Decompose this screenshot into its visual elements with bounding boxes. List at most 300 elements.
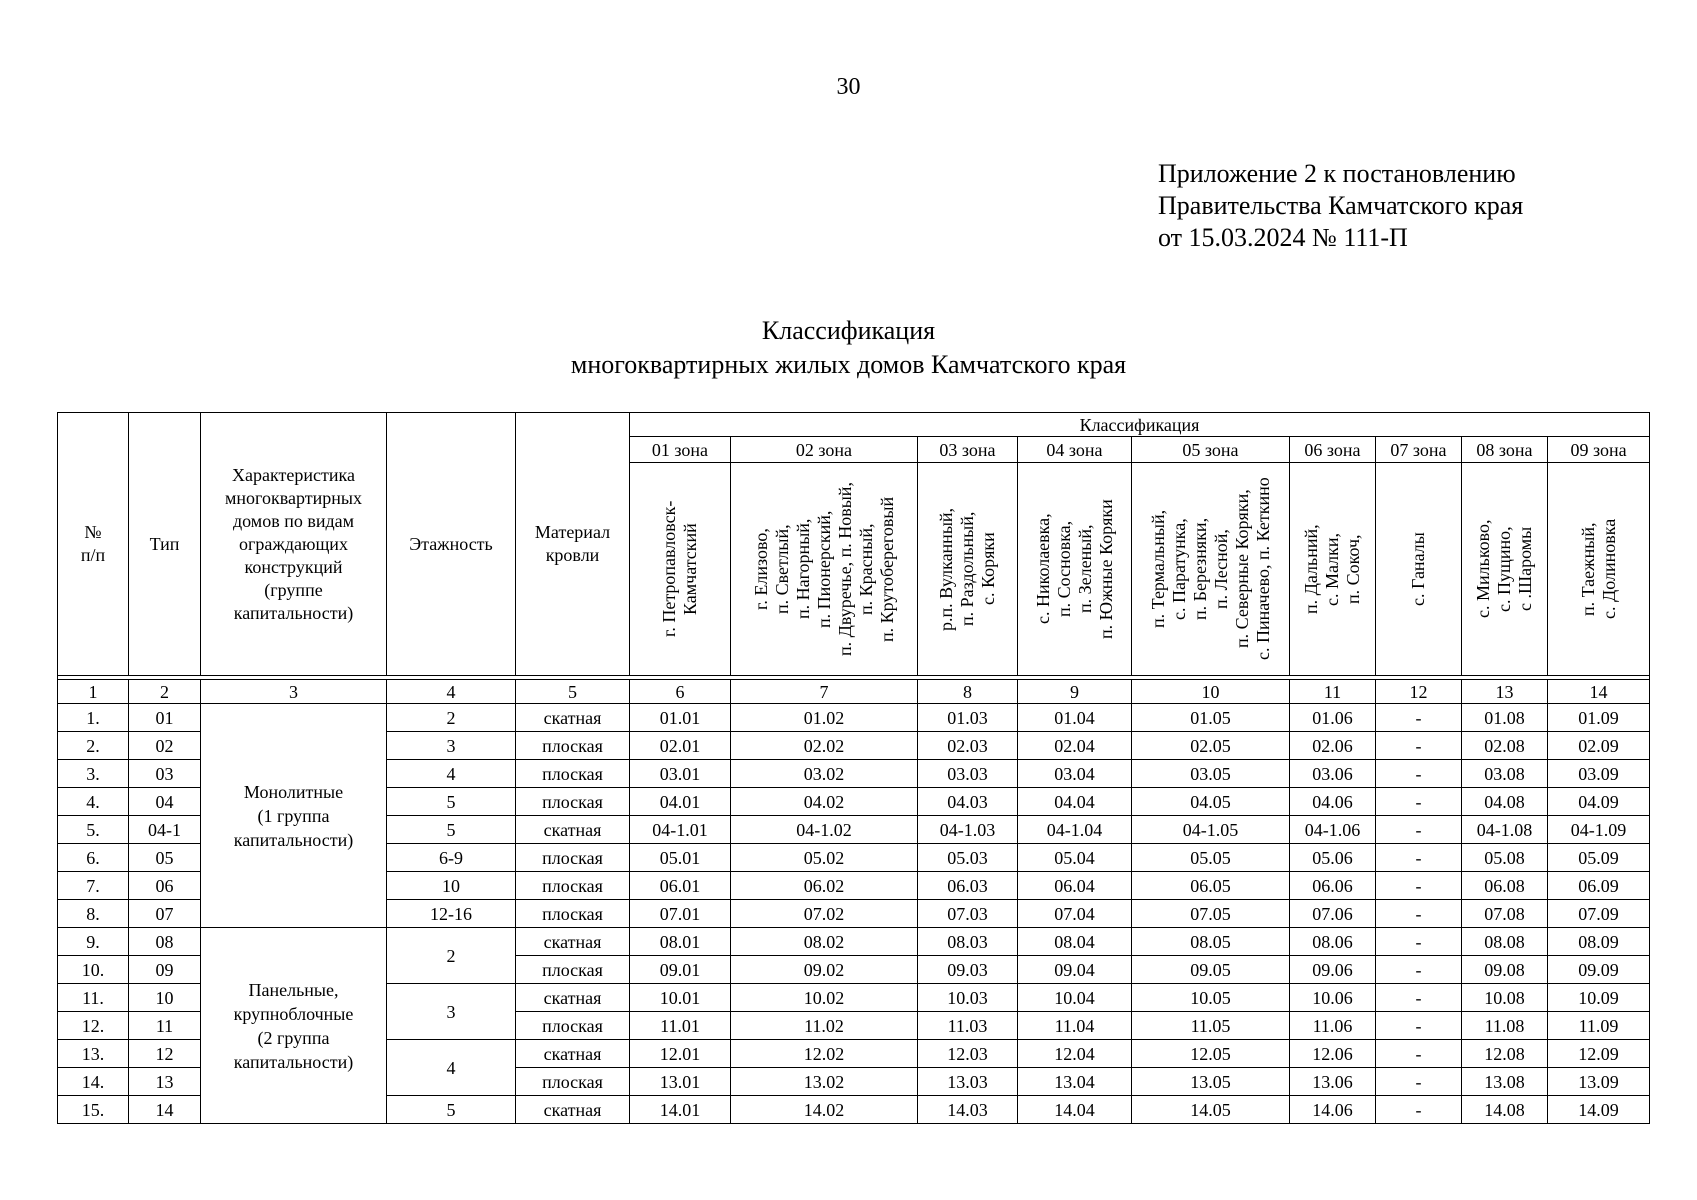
row-code: 04.09 — [1548, 788, 1650, 816]
group-line: капитальности) — [233, 829, 354, 850]
row-code: 08.05 — [1132, 928, 1290, 956]
row-code: - — [1376, 1040, 1462, 1068]
settlement-line: с. Паратунка, — [1168, 518, 1189, 620]
row-type: 14 — [129, 1096, 201, 1124]
row-code: 13.03 — [918, 1068, 1018, 1096]
row-code: 14.04 — [1018, 1096, 1132, 1124]
header-floors: Этажность — [387, 413, 516, 676]
row-code: 09.08 — [1462, 956, 1548, 984]
row-code: 10.09 — [1548, 984, 1650, 1012]
row-code: - — [1376, 704, 1462, 732]
header-characteristic-line: домов по видам — [232, 510, 354, 531]
settlement-line: с. Мильково, — [1473, 519, 1493, 619]
settlement-line: Камчатский — [680, 523, 700, 615]
settlement-text — [1408, 465, 1429, 673]
settlement-line: п. Зеленый, — [1074, 524, 1095, 614]
header-classification: Классификация — [630, 413, 1650, 437]
settlement-line: п. Термальный, — [1147, 509, 1168, 629]
row-code: 14.08 — [1462, 1096, 1548, 1124]
settlement-line: п. Раздольный, — [957, 511, 977, 627]
row-floors: 10 — [387, 872, 516, 900]
row-floors: 2 — [387, 928, 516, 984]
row-code: 07.05 — [1132, 900, 1290, 928]
column-number: 7 — [731, 680, 918, 704]
row-code: 10.03 — [918, 984, 1018, 1012]
row-code: - — [1376, 984, 1462, 1012]
row-code: - — [1376, 928, 1462, 956]
row-roof: плоская — [516, 732, 630, 760]
row-code: 08.04 — [1018, 928, 1132, 956]
settlement-line: п. Сокоч, — [1343, 534, 1363, 604]
row-roof: скатная — [516, 704, 630, 732]
row-code: 04-1.04 — [1018, 816, 1132, 844]
row-code: 10.01 — [630, 984, 731, 1012]
row-floors: 4 — [387, 1040, 516, 1096]
row-floors: 2 — [387, 704, 516, 732]
group-line: (1 группа — [257, 805, 330, 826]
settlement-line: п. Южные Коряки — [1095, 499, 1116, 639]
row-code: 03.03 — [918, 760, 1018, 788]
row-code: 06.04 — [1018, 872, 1132, 900]
column-number: 3 — [201, 680, 387, 704]
row-code: 04-1.09 — [1548, 816, 1650, 844]
row-floors: 6-9 — [387, 844, 516, 872]
settlement-header — [1018, 463, 1132, 676]
row-code: 07.03 — [918, 900, 1018, 928]
table-row — [58, 704, 1650, 732]
row-floors: 3 — [387, 732, 516, 760]
row-code: 03.06 — [1290, 760, 1376, 788]
row-roof: плоская — [516, 900, 630, 928]
row-roof: скатная — [516, 928, 630, 956]
row-code: 12.06 — [1290, 1040, 1376, 1068]
appendix-note — [1158, 158, 1523, 254]
settlement-text — [1473, 465, 1536, 673]
header-roof-line: Материал — [534, 522, 611, 542]
settlement-line: с. Пиначево, п. Кеткино — [1252, 477, 1273, 661]
row-code: 01.03 — [918, 704, 1018, 732]
group-line: крупноблочные — [233, 1003, 354, 1024]
row-code: 14.01 — [630, 1096, 731, 1124]
row-code: 03.02 — [731, 760, 918, 788]
row-code: - — [1376, 732, 1462, 760]
zone-header: 08 зона — [1462, 437, 1548, 463]
row-code: 05.05 — [1132, 844, 1290, 872]
row-code: 07.04 — [1018, 900, 1132, 928]
group-cell — [201, 928, 387, 1124]
header-characteristic — [201, 413, 387, 676]
row-code: 02.04 — [1018, 732, 1132, 760]
row-code: 02.08 — [1462, 732, 1548, 760]
row-number: 11. — [58, 984, 129, 1012]
settlement-header — [1462, 463, 1548, 676]
row-code: 02.09 — [1548, 732, 1650, 760]
row-code: 05.01 — [630, 844, 731, 872]
page-number: 30 — [836, 74, 861, 100]
row-code: 12.05 — [1132, 1040, 1290, 1068]
group-line: Монолитные — [243, 781, 344, 802]
row-roof: плоская — [516, 1012, 630, 1040]
column-number: 4 — [387, 680, 516, 704]
row-code: 07.01 — [630, 900, 731, 928]
row-type: 11 — [129, 1012, 201, 1040]
row-code: 06.06 — [1290, 872, 1376, 900]
row-code: 03.05 — [1132, 760, 1290, 788]
row-code: - — [1376, 1096, 1462, 1124]
row-code: 06.03 — [918, 872, 1018, 900]
appendix-line: Правительства Камчатского края — [1158, 191, 1524, 220]
row-number: 3. — [58, 760, 129, 788]
row-code: 10.05 — [1132, 984, 1290, 1012]
row-number: 2. — [58, 732, 129, 760]
column-number: 12 — [1376, 680, 1462, 704]
title-line: Классификация — [761, 316, 936, 345]
row-code: 03.08 — [1462, 760, 1548, 788]
settlement-header — [731, 463, 918, 676]
table-row — [58, 928, 1650, 956]
row-type: 12 — [129, 1040, 201, 1068]
zone-header: 07 зона — [1376, 437, 1462, 463]
row-code: 01.04 — [1018, 704, 1132, 732]
row-code: 02.06 — [1290, 732, 1376, 760]
row-code: 04.08 — [1462, 788, 1548, 816]
title-line: многоквартирных жилых домов Камчатского края — [570, 350, 1127, 379]
group-line: Панельные, — [248, 979, 339, 1000]
row-roof: плоская — [516, 788, 630, 816]
settlement-line: с. Николаевка, — [1032, 513, 1053, 625]
header-roof-line: кровли — [545, 545, 600, 565]
row-number: 7. — [58, 872, 129, 900]
classification-table — [57, 412, 1650, 1124]
group-line: капитальности) — [233, 1051, 354, 1072]
row-code: 12.03 — [918, 1040, 1018, 1068]
header-type: Тип — [129, 413, 201, 676]
column-number: 14 — [1548, 680, 1650, 704]
settlement-header — [1548, 463, 1650, 676]
row-code: 05.09 — [1548, 844, 1650, 872]
zone-header: 04 зона — [1018, 437, 1132, 463]
row-code: 14.03 — [918, 1096, 1018, 1124]
row-number: 14. — [58, 1068, 129, 1096]
row-code: 12.08 — [1462, 1040, 1548, 1068]
row-code: 11.01 — [630, 1012, 731, 1040]
row-code: 08.08 — [1462, 928, 1548, 956]
row-roof: плоская — [516, 760, 630, 788]
column-number: 5 — [516, 680, 630, 704]
group-line: (2 группа — [257, 1027, 330, 1048]
column-number: 11 — [1290, 680, 1376, 704]
row-code: 02.05 — [1132, 732, 1290, 760]
row-code: 14.02 — [731, 1096, 918, 1124]
header-characteristic-line: многоквартирных — [225, 487, 362, 508]
row-type: 07 — [129, 900, 201, 928]
row-floors: 5 — [387, 788, 516, 816]
row-code: 14.09 — [1548, 1096, 1650, 1124]
row-code: 01.01 — [630, 704, 731, 732]
settlement-header — [1376, 463, 1462, 676]
row-code: 04-1.03 — [918, 816, 1018, 844]
row-type: 10 — [129, 984, 201, 1012]
row-roof: плоская — [516, 1068, 630, 1096]
row-code: 04-1.06 — [1290, 816, 1376, 844]
row-roof: плоская — [516, 956, 630, 984]
row-code: 11.02 — [731, 1012, 918, 1040]
row-code: 05.02 — [731, 844, 918, 872]
row-code: 04-1.05 — [1132, 816, 1290, 844]
row-code: 09.06 — [1290, 956, 1376, 984]
header-characteristic-line: Характеристика — [232, 464, 355, 485]
row-code: 02.02 — [731, 732, 918, 760]
settlement-line: п. Крутобереговый — [876, 496, 897, 642]
row-roof: плоская — [516, 872, 630, 900]
row-code: 05.03 — [918, 844, 1018, 872]
row-code: 06.08 — [1462, 872, 1548, 900]
row-code: 03.09 — [1548, 760, 1650, 788]
settlement-line: п. Лесной, — [1210, 529, 1231, 609]
row-code: 11.03 — [918, 1012, 1018, 1040]
row-code: 03.04 — [1018, 760, 1132, 788]
row-type: 05 — [129, 844, 201, 872]
settlement-line: с. Пущино, — [1494, 526, 1514, 612]
settlement-header — [1132, 463, 1290, 676]
row-code: 07.06 — [1290, 900, 1376, 928]
row-code: - — [1376, 788, 1462, 816]
row-code: 10.06 — [1290, 984, 1376, 1012]
row-roof: плоская — [516, 844, 630, 872]
row-number: 10. — [58, 956, 129, 984]
row-type: 13 — [129, 1068, 201, 1096]
column-number: 2 — [129, 680, 201, 704]
row-type: 04-1 — [129, 816, 201, 844]
settlement-text — [936, 465, 999, 673]
row-type: 08 — [129, 928, 201, 956]
settlement-line: с. Долиновка — [1598, 518, 1619, 620]
column-number: 9 — [1018, 680, 1132, 704]
zone-header: 09 зона — [1548, 437, 1650, 463]
document-title — [0, 314, 1697, 382]
row-code: 10.04 — [1018, 984, 1132, 1012]
row-code: 01.08 — [1462, 704, 1548, 732]
settlement-line: п. Северные Коряки, — [1231, 489, 1252, 649]
row-floors: 5 — [387, 816, 516, 844]
zone-header: 03 зона — [918, 437, 1018, 463]
row-code: 13.05 — [1132, 1068, 1290, 1096]
settlement-line: с. Малки, — [1322, 532, 1342, 606]
row-code: 07.09 — [1548, 900, 1650, 928]
row-number: 6. — [58, 844, 129, 872]
row-number: 5. — [58, 816, 129, 844]
row-code: 01.02 — [731, 704, 918, 732]
header-roof — [516, 413, 630, 676]
settlement-line: с. Коряки — [978, 532, 998, 606]
row-code: 11.08 — [1462, 1012, 1548, 1040]
row-type: 02 — [129, 732, 201, 760]
row-code: 01.09 — [1548, 704, 1650, 732]
row-code: 11.05 — [1132, 1012, 1290, 1040]
row-type: 04 — [129, 788, 201, 816]
row-code: 09.01 — [630, 956, 731, 984]
row-code: 10.08 — [1462, 984, 1548, 1012]
header-characteristic-line: конструкций — [244, 556, 343, 577]
zone-header: 06 зона — [1290, 437, 1376, 463]
row-roof: скатная — [516, 816, 630, 844]
settlement-text — [1301, 465, 1364, 673]
row-code: 06.02 — [731, 872, 918, 900]
settlement-text — [1033, 465, 1117, 673]
row-code: 14.06 — [1290, 1096, 1376, 1124]
column-number: 1 — [58, 680, 129, 704]
column-number: 13 — [1462, 680, 1548, 704]
settlement-line: г. Петропавловск- — [659, 500, 679, 638]
row-code: 12.09 — [1548, 1040, 1650, 1068]
row-code: 04.03 — [918, 788, 1018, 816]
row-number: 13. — [58, 1040, 129, 1068]
row-number: 8. — [58, 900, 129, 928]
settlement-line: п. Двуречье, п. Новый, — [834, 482, 855, 656]
row-type: 09 — [129, 956, 201, 984]
settlement-line: п. Сосновка, — [1053, 520, 1074, 618]
row-code: 14.05 — [1132, 1096, 1290, 1124]
row-code: 01.05 — [1132, 704, 1290, 732]
header-characteristic-line: (группе — [264, 579, 323, 600]
row-floors: 3 — [387, 984, 516, 1040]
settlement-text — [1578, 465, 1620, 673]
row-code: 08.09 — [1548, 928, 1650, 956]
row-code: 08.02 — [731, 928, 918, 956]
row-code: 07.08 — [1462, 900, 1548, 928]
row-number: 9. — [58, 928, 129, 956]
row-code: - — [1376, 872, 1462, 900]
settlement-text — [659, 465, 701, 673]
appendix-line: Приложение 2 к постановлению — [1158, 159, 1516, 188]
row-code: - — [1376, 760, 1462, 788]
row-code: 01.06 — [1290, 704, 1376, 732]
header-characteristic-line: капитальности) — [233, 602, 354, 623]
row-code: 05.08 — [1462, 844, 1548, 872]
row-code: 09.05 — [1132, 956, 1290, 984]
settlement-header — [1290, 463, 1376, 676]
row-code: 08.03 — [918, 928, 1018, 956]
row-code: 13.08 — [1462, 1068, 1548, 1096]
settlement-text — [1148, 465, 1274, 673]
row-code: 04-1.02 — [731, 816, 918, 844]
row-code: 12.01 — [630, 1040, 731, 1068]
row-type: 01 — [129, 704, 201, 732]
zone-header: 05 зона — [1132, 437, 1290, 463]
row-code: 13.04 — [1018, 1068, 1132, 1096]
row-code: 04-1.01 — [630, 816, 731, 844]
row-code: 04.06 — [1290, 788, 1376, 816]
row-number: 15. — [58, 1096, 129, 1124]
settlement-text — [751, 465, 898, 673]
row-roof: скатная — [516, 984, 630, 1012]
row-code: - — [1376, 956, 1462, 984]
settlement-line: с .Шаромы — [1515, 526, 1535, 612]
row-code: 06.05 — [1132, 872, 1290, 900]
row-code: 02.03 — [918, 732, 1018, 760]
row-code: 03.01 — [630, 760, 731, 788]
row-code: 06.09 — [1548, 872, 1650, 900]
settlement-line: п. Таежный, — [1577, 522, 1598, 616]
row-code: 13.06 — [1290, 1068, 1376, 1096]
row-type: 03 — [129, 760, 201, 788]
row-number: 4. — [58, 788, 129, 816]
row-code: 09.03 — [918, 956, 1018, 984]
row-floors: 5 — [387, 1096, 516, 1124]
row-code: 09.04 — [1018, 956, 1132, 984]
row-code: 10.02 — [731, 984, 918, 1012]
row-code: 04.05 — [1132, 788, 1290, 816]
group-cell — [201, 704, 387, 928]
row-code: 12.02 — [731, 1040, 918, 1068]
header-num-line: № — [84, 522, 102, 542]
row-floors: 12-16 — [387, 900, 516, 928]
row-code: 12.04 — [1018, 1040, 1132, 1068]
header-characteristic-line: ограждающих — [239, 533, 348, 554]
row-code: - — [1376, 1068, 1462, 1096]
settlement-line: г. Елизово, — [750, 528, 771, 610]
settlement-header — [918, 463, 1018, 676]
settlement-line: р.п. Вулканный, — [936, 507, 956, 631]
row-code: - — [1376, 900, 1462, 928]
row-code: 11.06 — [1290, 1012, 1376, 1040]
row-code: 04.04 — [1018, 788, 1132, 816]
settlement-line: п. Пионерский, — [813, 510, 834, 628]
row-number: 12. — [58, 1012, 129, 1040]
row-code: 11.09 — [1548, 1012, 1650, 1040]
header-num — [58, 413, 129, 676]
row-code: 08.06 — [1290, 928, 1376, 956]
row-code: - — [1376, 816, 1462, 844]
settlement-line: п. Дальний, — [1301, 524, 1321, 614]
row-code: 09.02 — [731, 956, 918, 984]
row-roof: скатная — [516, 1040, 630, 1068]
row-code: 13.02 — [731, 1068, 918, 1096]
appendix-line: от 15.03.2024 № 111-П — [1158, 223, 1408, 252]
settlement-line: п. Нагорный, — [792, 518, 813, 620]
row-code: 05.06 — [1290, 844, 1376, 872]
row-code: 13.01 — [630, 1068, 731, 1096]
row-floors: 4 — [387, 760, 516, 788]
row-code: 07.02 — [731, 900, 918, 928]
row-type: 06 — [129, 872, 201, 900]
row-code: 05.04 — [1018, 844, 1132, 872]
zone-header: 01 зона — [630, 437, 731, 463]
settlement-line: п. Красный, — [855, 523, 876, 615]
column-number: 10 — [1132, 680, 1290, 704]
column-number: 8 — [918, 680, 1018, 704]
settlement-line: п. Светлый, — [771, 524, 792, 614]
settlement-header — [630, 463, 731, 676]
row-code: 04-1.08 — [1462, 816, 1548, 844]
row-code: 13.09 — [1548, 1068, 1650, 1096]
row-code: 06.01 — [630, 872, 731, 900]
settlement-line: п. Березняки, — [1189, 517, 1210, 621]
row-code: 11.04 — [1018, 1012, 1132, 1040]
row-number: 1. — [58, 704, 129, 732]
row-code: 04.02 — [731, 788, 918, 816]
row-code: 02.01 — [630, 732, 731, 760]
row-roof: скатная — [516, 1096, 630, 1124]
row-code: 09.09 — [1548, 956, 1650, 984]
column-number: 6 — [630, 680, 731, 704]
header-num-line: п/п — [80, 545, 106, 565]
row-code: - — [1376, 844, 1462, 872]
row-code: - — [1376, 1012, 1462, 1040]
row-code: 08.01 — [630, 928, 731, 956]
settlement-line: с. Ганалы — [1408, 532, 1428, 606]
zone-header: 02 зона — [731, 437, 918, 463]
